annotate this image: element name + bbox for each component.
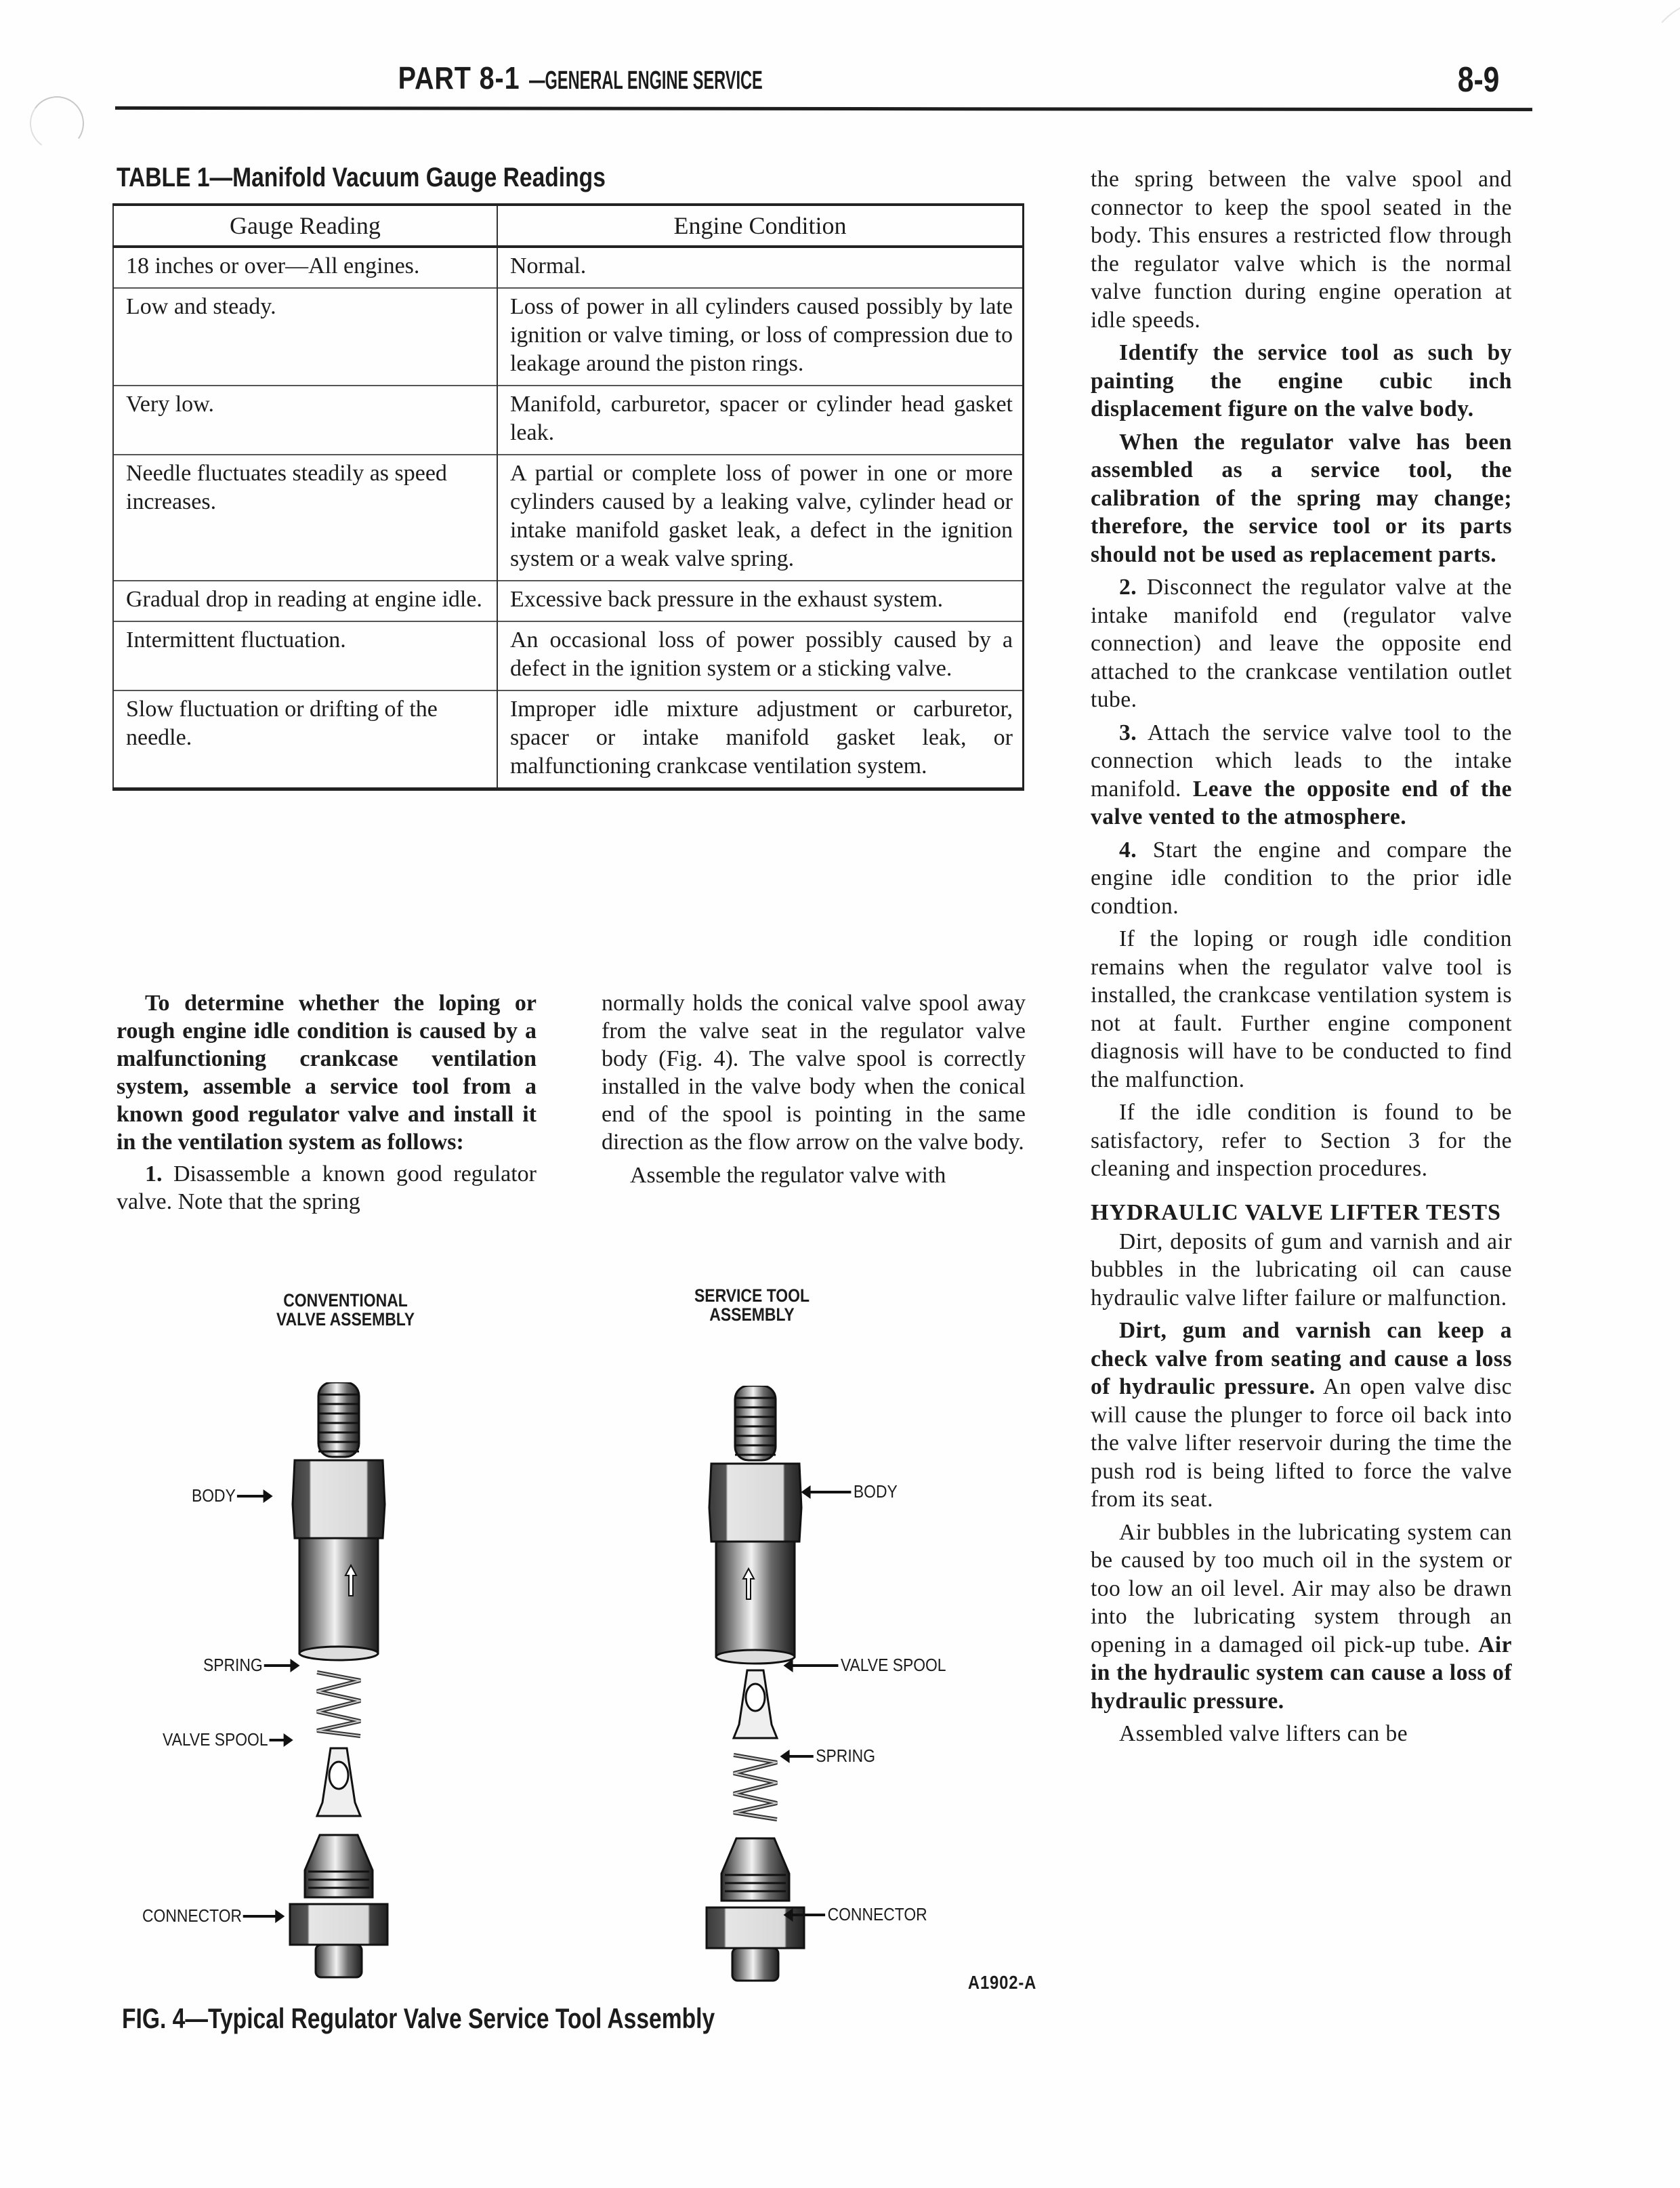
column-header-gauge-reading: Gauge Reading — [113, 205, 497, 247]
step-3-paragraph: 3. Attach the service valve tool to the connection which leads to the intake manifold. Leave the opposite end of the valve vented to the atmosphere. — [1091, 720, 1512, 829]
arrow-right-icon — [269, 1739, 291, 1741]
arrow-left-icon — [786, 1664, 838, 1667]
arrow-left-icon — [803, 1491, 851, 1493]
figure-caption: FIG. 4—Typical Regulator Valve Service Tool Assembly — [122, 2002, 715, 2034]
column-header-engine-condition: Engine Condition — [497, 205, 1024, 247]
paragraph: Dirt, deposits of gum and varnish and air bubbles in the lubricating oil can cause hydraulic valve lifter failure or malfunction. — [1091, 1229, 1512, 1310]
arrow-left-icon — [786, 1914, 825, 1916]
step-number: 4. — [1119, 837, 1137, 863]
table-row — [113, 690, 1024, 789]
callout-connector-right: CONNECTOR — [786, 1904, 927, 1925]
step-4-paragraph: 4. Start the engine and compare the engine idle condition to the prior idle condtion. — [1091, 837, 1512, 919]
gauge-reading-cell: Intermittent fluctuation. — [113, 621, 497, 690]
conventional-valve-illustration — [271, 1382, 406, 1979]
engine-condition-cell: An occasional loss of power possibly caused by a defect in the ignition system or a sticking valve. — [497, 621, 1024, 690]
figure-heading-conventional: CONVENTIONAL VALVE ASSEMBLY — [276, 1290, 415, 1329]
header-part: PART 8-1 — [398, 60, 520, 96]
step-2-paragraph: 2. Disconnect the regulator valve at the intake manifold end (regulator valve connection) and leave the opposite end attached to the crankcase ventilation outlet tube. — [1091, 575, 1512, 712]
step-number: 1. — [145, 1161, 163, 1186]
section-heading: HYDRAULIC VALVE LIFTER TESTS — [1091, 1199, 1501, 1225]
paragraph: If the idle condition is found to be satisfactory, refer to Section 3 for the cleaning and inspection procedures. — [1091, 1100, 1512, 1181]
page-corner-curl — [1639, 0, 1680, 165]
table-header-row — [113, 205, 1024, 247]
table-row — [113, 247, 1024, 288]
service-tool-illustration — [688, 1386, 823, 1982]
callout-body-right: BODY — [803, 1481, 898, 1502]
paragraph: the spring between the valve spool and connector to keep the spool seated in the body. This ensures a restricted flow through the regulator valve which is the normal valve function during engine operation at idle speeds. — [1091, 167, 1512, 333]
table-row — [113, 621, 1024, 690]
left-text-column — [117, 989, 537, 1220]
vacuum-gauge-table — [112, 203, 1024, 791]
right-text-column — [1091, 165, 1512, 1753]
table-row — [113, 455, 1024, 581]
callout-valve-spool-left: VALVE SPOOL — [163, 1729, 291, 1750]
arrow-right-icon — [237, 1495, 270, 1498]
punch-hole-mark — [26, 92, 89, 155]
gauge-reading-cell: Slow fluctuation or drifting of the needle. — [113, 690, 497, 789]
middle-text-column — [602, 989, 1026, 1193]
gauge-reading-cell: Needle fluctuates steadily as speed increases. — [113, 455, 497, 581]
engine-condition-cell: Normal. — [497, 247, 1024, 288]
calibration-warning: When the regulator valve has been assembled as a service tool, the calibration of the spring may change; therefore, the service tool or its parts should not be used as replacement parts. — [1091, 429, 1512, 567]
gauge-reading-cell: Gradual drop in reading at engine idle. — [113, 581, 497, 621]
engine-condition-cell: Loss of power in all cylinders caused possibly by late ignition or valve timing, or loss of compression due to leakage around the piston rings. — [497, 288, 1024, 386]
assemble-paragraph: Assemble the regulator valve with — [630, 1163, 946, 1188]
figure-art-code: A1902-A — [967, 1972, 1037, 1993]
header-title — [115, 60, 1179, 96]
running-header — [115, 60, 1531, 107]
engine-condition-cell: Manifold, carburetor, spacer or cylinder head gasket leak. — [497, 386, 1024, 455]
paragraph: Dirt, gum and varnish can keep a check valve from seating and cause a loss of hydraulic pressure. An open valve disc will cause the plunger to force oil back into the valve lifter reservoir during the time the push rod is being lifted to force the valve from its seat. — [1091, 1318, 1512, 1512]
header-rule — [115, 106, 1532, 111]
identify-tool-note: Identify the service tool as such by painting the engine cubic inch displacement figure on the valve body. — [1091, 340, 1512, 421]
table-title: TABLE 1—Manifold Vacuum Gauge Readings — [117, 163, 606, 192]
callout-spring-left: SPRING — [203, 1655, 297, 1676]
arrow-right-icon — [264, 1664, 297, 1667]
paragraph: If the loping or rough idle condition remains when the regulator valve tool is installed, the crankcase ventilation system is not at fault. Further engine component diagnosis will have to be conducted to find the malfunction. — [1091, 926, 1512, 1092]
step-number: 2. — [1119, 575, 1137, 600]
header-section-title: —GENERAL ENGINE SERVICE — [528, 66, 763, 95]
paragraph: Assembled valve lifters can be — [1119, 1721, 1408, 1746]
figure-heading-service-tool: SERVICE TOOL ASSEMBLY — [694, 1285, 810, 1325]
table-row — [113, 581, 1024, 621]
callout-body-left: BODY — [192, 1485, 270, 1506]
gauge-reading-cell: Low and steady. — [113, 288, 497, 386]
engine-condition-cell: Improper idle mixture adjustment or carburetor, spacer or intake manifold gasket leak, or malfunctioning crankcase ventilation system. — [497, 690, 1024, 789]
table-row — [113, 288, 1024, 386]
callout-valve-spool-right: VALVE SPOOL — [786, 1655, 946, 1676]
arrow-left-icon — [782, 1755, 814, 1758]
engine-condition-cell: Excessive back pressure in the exhaust system. — [497, 581, 1024, 621]
spool-paragraph: normally holds the conical valve spool away from the valve seat in the regulator valve body (Fig. 4). The valve spool is correctly installed in the valve body when the conical end of the spool is pointing in the same direction as the flow arrow on the valve body. — [602, 991, 1026, 1155]
step-number: 3. — [1119, 720, 1137, 745]
callout-spring-right: SPRING — [782, 1746, 875, 1767]
arrow-right-icon — [243, 1915, 282, 1918]
step-1-paragraph: 1. Disassemble a known good regulator valve. Note that the spring — [117, 1161, 537, 1214]
gauge-reading-cell: 18 inches or over—All engines. — [113, 247, 497, 288]
page-number: 8-9 — [1457, 60, 1500, 100]
gauge-reading-cell: Very low. — [113, 386, 497, 455]
paragraph: Air bubbles in the lubricating system can be caused by too much oil in the system or too low an oil level. Air may also be drawn into the lubricating system through an opening in a damaged oil pick-up tube. Air in the hydraulic system can cause a loss of hydraulic pressure. — [1091, 1519, 1512, 1714]
intro-paragraph: To determine whether the loping or rough engine idle condition is caused by a malfunctioning crankcase ventilation system, assemble a service tool from a known good regulator valve and install it in the ventilation system as follows: — [117, 991, 537, 1155]
callout-connector-left: CONNECTOR — [142, 1905, 282, 1926]
table-row — [113, 386, 1024, 455]
engine-condition-cell: A partial or complete loss of power in one or more cylinders caused by a leaking valve, cylinder head or intake manifold gasket leak, a defect in the ignition system or a weak valve spring. — [497, 455, 1024, 581]
